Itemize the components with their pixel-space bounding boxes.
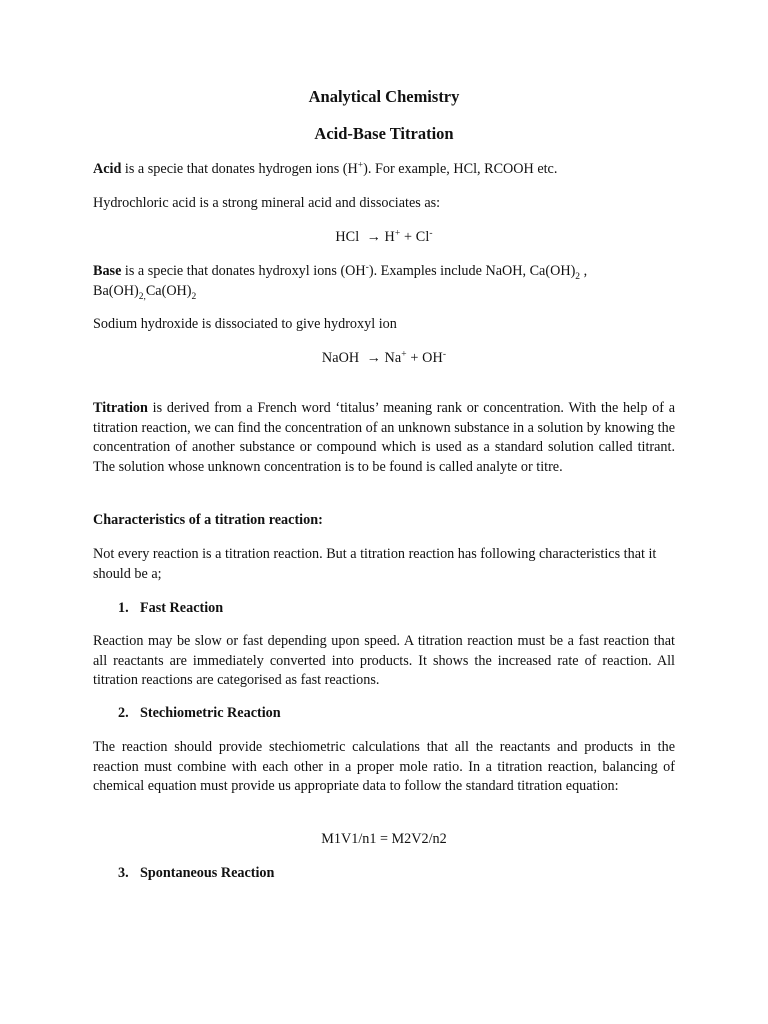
naoh-equation: NaOH → Na+ + OH- [321, 349, 447, 366]
naoh-intro: Sodium hydroxide is dissociated to give hydroxyl ion [93, 316, 397, 332]
page-subtitle: Acid-Base Titration [314, 124, 454, 143]
characteristics-heading: Characteristics of a titration reaction: [93, 512, 323, 528]
hcl-equation: HCl → H+ + Cl- [335, 228, 433, 245]
arrow-icon: → [366, 229, 381, 245]
titration-paragraph: Titration is derived from a French word ‘titalus’ meaning rank or concentration. With the help of a titration reaction, we can find the concentration of an unknown substance in a solution by knowing the concentration of another substance or compound which is used as a standard solution called titrant. The solution whose unknown concentration is to be found is called analyte or titre. [93, 400, 675, 475]
acid-definition: Acid is a specie that donates hydrogen ions (H+). For example, HCl, RCOOH etc. [93, 160, 558, 177]
item-2-heading: Stechiometric Reaction [140, 705, 281, 721]
item-1-number: 1. [118, 600, 129, 616]
page-title: Analytical Chemistry [308, 87, 460, 106]
item-2-number: 2. [118, 705, 129, 721]
item-2-body: The reaction should provide stechiometric calculations that all the reactants and products in the reaction must combine with each other in a proper mole ratio. In a titration reaction, balancing of chemical equation must provide us appropriate data to follow the standard titration equation: [93, 739, 675, 794]
titration-term: Titration [93, 400, 148, 416]
item-3-number: 3. [118, 865, 129, 881]
characteristics-intro: Not every reaction is a titration reaction. But a titration reaction has following characteristics that it should be a; [93, 546, 657, 582]
base-definition: Base is a specie that donates hydroxyl ions (OH-). Examples include NaOH, $Ca(OH)_2$ , $Ba(OH)_{2,}Ca(OH)_2$ [93, 262, 588, 302]
item-3-heading: Spontaneous Reaction [140, 865, 275, 881]
acid-term: Acid [93, 161, 122, 177]
base-term: Base [93, 263, 122, 279]
arrow-icon: → [366, 350, 381, 366]
hcl-intro: Hydrochloric acid is a strong mineral acid and dissociates as: [93, 195, 441, 211]
item-1-body: Reaction may be slow or fast depending upon speed. A titration reaction must be a fast reaction that all reactants are immediately converted into products. It shows the increased rate of reaction. All titration reactions are categorised as fast reactions. [93, 633, 675, 688]
titration-equation: M1V1/n1 = M2V2/n2 [321, 831, 447, 847]
item-1-heading: Fast Reaction [140, 600, 224, 616]
